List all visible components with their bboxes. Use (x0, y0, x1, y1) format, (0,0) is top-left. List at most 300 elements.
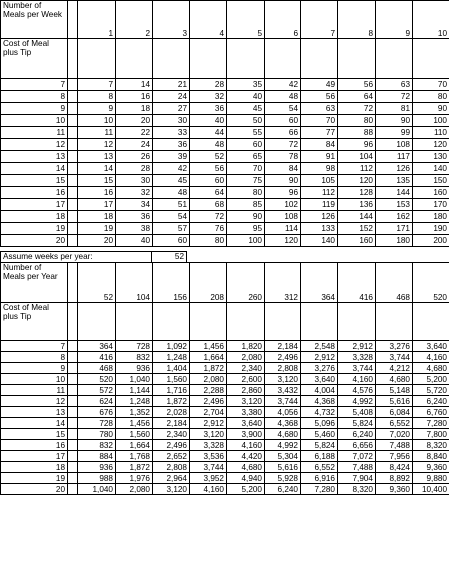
value-cell: 3,744 (338, 363, 376, 374)
value-cell: 130 (413, 151, 449, 163)
value-cell: 1,820 (227, 341, 265, 352)
table-row (1, 175, 449, 187)
row-cost-cell: 14 (1, 418, 68, 429)
value-cell: 1,664 (116, 440, 153, 451)
value-cell: 2,808 (265, 363, 301, 374)
table-row (1, 440, 449, 451)
value-cell: 468 (78, 363, 116, 374)
value-cell: 48 (153, 187, 190, 199)
spacer-cell (68, 175, 78, 187)
value-cell: 3,952 (190, 473, 227, 484)
value-cell: 5,304 (265, 451, 301, 462)
value-cell: 9,880 (413, 473, 449, 484)
value-cell: 85 (227, 199, 265, 211)
value-cell: 3,744 (376, 352, 413, 363)
value-cell: 36 (190, 103, 227, 115)
value-cell: 108 (376, 139, 413, 151)
value-cell: 20 (116, 115, 153, 127)
value-cell: 1,092 (153, 341, 190, 352)
table-row (1, 115, 449, 127)
col-header: 104 (116, 263, 153, 303)
spacer-cell (68, 127, 78, 139)
col-header: 156 (153, 263, 190, 303)
value-cell: 676 (78, 407, 116, 418)
value-cell: 2,704 (190, 407, 227, 418)
value-cell: 84 (301, 139, 338, 151)
table-row (1, 484, 449, 495)
value-cell: 54 (265, 103, 301, 115)
value-cell: 112 (338, 163, 376, 175)
value-cell: 42 (265, 79, 301, 91)
spacer-cell (68, 484, 78, 495)
value-cell: 7,488 (338, 462, 376, 473)
value-cell: 160 (338, 235, 376, 247)
value-cell: 3,276 (301, 363, 338, 374)
value-cell: 5,824 (301, 440, 338, 451)
value-cell: 9 (78, 103, 116, 115)
row-cost-cell: 10 (1, 374, 68, 385)
value-cell: 4,056 (265, 407, 301, 418)
value-cell: 2,080 (116, 484, 153, 495)
value-cell: 2,028 (153, 407, 190, 418)
value-cell: 780 (78, 429, 116, 440)
value-cell: 4,576 (338, 385, 376, 396)
spacer-cell (68, 352, 78, 363)
spacer-cell (68, 151, 78, 163)
value-cell: 2,808 (153, 462, 190, 473)
value-cell: 99 (376, 127, 413, 139)
col-header: 2 (116, 1, 153, 39)
spacer-cell (68, 103, 78, 115)
value-cell: 120 (413, 139, 449, 151)
value-cell: 3,380 (227, 407, 265, 418)
value-cell: 54 (153, 211, 190, 223)
meals-per-week-header: Number of Meals per Week (1, 1, 68, 39)
value-cell: 1,872 (190, 363, 227, 374)
value-cell: 1,872 (153, 396, 190, 407)
table-row (1, 473, 449, 484)
col-header: 364 (301, 263, 338, 303)
spacer-cell (68, 235, 78, 247)
value-cell: 105 (301, 175, 338, 187)
value-cell: 728 (116, 341, 153, 352)
value-cell: 96 (265, 187, 301, 199)
value-cell: 4,160 (338, 374, 376, 385)
meals-per-week-table (0, 0, 449, 247)
row-cost-cell: 19 (1, 223, 68, 235)
value-cell: 72 (338, 103, 376, 115)
value-cell: 3,744 (265, 396, 301, 407)
value-cell: 6,240 (338, 429, 376, 440)
value-cell: 7,956 (376, 451, 413, 462)
spacer-cell (68, 440, 78, 451)
value-cell: 144 (338, 211, 376, 223)
value-cell: 3,328 (190, 440, 227, 451)
value-cell: 9,360 (376, 484, 413, 495)
table-row (1, 211, 449, 223)
value-cell: 832 (78, 440, 116, 451)
value-cell: 5,148 (376, 385, 413, 396)
value-cell: 90 (227, 211, 265, 223)
value-cell: 10,400 (413, 484, 449, 495)
table-row (1, 396, 449, 407)
value-cell: 2,288 (190, 385, 227, 396)
row-cost-cell: 11 (1, 385, 68, 396)
value-cell: 84 (265, 163, 301, 175)
value-cell: 14 (116, 79, 153, 91)
value-cell: 2,340 (153, 429, 190, 440)
table-row (1, 79, 449, 91)
row-cost-cell: 18 (1, 462, 68, 473)
value-cell: 6,552 (301, 462, 338, 473)
spacer-cell (68, 374, 78, 385)
value-cell: 39 (153, 151, 190, 163)
value-cell: 135 (376, 175, 413, 187)
col-header: 260 (227, 263, 265, 303)
value-cell: 200 (413, 235, 449, 247)
value-cell: 90 (376, 115, 413, 127)
value-cell: 1,872 (116, 462, 153, 473)
value-cell: 1,664 (190, 352, 227, 363)
value-cell: 988 (78, 473, 116, 484)
value-cell: 170 (413, 199, 449, 211)
row-cost-cell: 19 (1, 473, 68, 484)
value-cell: 4,420 (227, 451, 265, 462)
spacer-cell (68, 199, 78, 211)
value-cell: 2,912 (338, 341, 376, 352)
value-cell: 728 (78, 418, 116, 429)
value-cell: 96 (338, 139, 376, 151)
row-cost-cell: 9 (1, 363, 68, 374)
value-cell: 70 (301, 115, 338, 127)
row-cost-cell: 8 (1, 352, 68, 363)
value-cell: 5,200 (227, 484, 265, 495)
value-cell: 119 (301, 199, 338, 211)
col-header: 9 (376, 1, 413, 39)
col-header: 312 (265, 263, 301, 303)
row-cost-cell: 7 (1, 79, 68, 91)
value-cell: 7,904 (338, 473, 376, 484)
value-cell: 72 (190, 211, 227, 223)
value-cell: 18 (116, 103, 153, 115)
value-cell: 9,360 (413, 462, 449, 473)
value-cell: 63 (376, 79, 413, 91)
value-cell: 88 (338, 127, 376, 139)
value-cell: 3,120 (153, 484, 190, 495)
value-cell: 3,276 (376, 341, 413, 352)
value-cell: 72 (376, 91, 413, 103)
value-cell: 3,328 (338, 352, 376, 363)
value-cell: 4,992 (338, 396, 376, 407)
col-header: 7 (301, 1, 338, 39)
value-cell: 90 (413, 103, 449, 115)
value-cell: 1,248 (153, 352, 190, 363)
value-cell: 832 (116, 352, 153, 363)
value-cell: 104 (338, 151, 376, 163)
table-row (1, 199, 449, 211)
row-cost-cell: 16 (1, 187, 68, 199)
value-cell: 6,240 (265, 484, 301, 495)
value-cell: 4,004 (301, 385, 338, 396)
value-cell: 80 (338, 115, 376, 127)
value-cell: 2,080 (190, 374, 227, 385)
value-cell: 2,496 (153, 440, 190, 451)
row-cost-cell: 13 (1, 151, 68, 163)
value-cell: 1,248 (116, 396, 153, 407)
spacer-cell (68, 429, 78, 440)
value-cell: 36 (116, 211, 153, 223)
value-cell: 190 (413, 223, 449, 235)
value-cell: 2,600 (227, 374, 265, 385)
value-cell: 17 (78, 199, 116, 211)
col-header: 4 (190, 1, 227, 39)
value-cell: 936 (78, 462, 116, 473)
value-cell: 78 (265, 151, 301, 163)
value-cell: 56 (301, 91, 338, 103)
value-cell: 98 (301, 163, 338, 175)
table-row (1, 187, 449, 199)
row-cost-cell: 11 (1, 127, 68, 139)
value-cell: 19 (78, 223, 116, 235)
value-cell: 2,080 (227, 352, 265, 363)
value-cell: 28 (116, 163, 153, 175)
value-cell: 21 (153, 79, 190, 91)
value-cell: 6,656 (338, 440, 376, 451)
value-cell: 3,536 (190, 451, 227, 462)
value-cell: 8,892 (376, 473, 413, 484)
value-cell: 126 (376, 163, 413, 175)
value-cell: 63 (301, 103, 338, 115)
spacer-cell (68, 341, 78, 352)
meals-per-year-header: Number of Meals per Year (1, 263, 68, 303)
table-row (1, 429, 449, 440)
value-cell: 42 (153, 163, 190, 175)
value-cell: 108 (265, 211, 301, 223)
table-row (1, 462, 449, 473)
value-cell: 16 (78, 187, 116, 199)
value-cell: 4,940 (227, 473, 265, 484)
value-cell: 33 (153, 127, 190, 139)
value-cell: 76 (190, 223, 227, 235)
value-cell: 44 (190, 127, 227, 139)
spacer-cell (68, 115, 78, 127)
value-cell: 1,716 (153, 385, 190, 396)
value-cell: 60 (227, 139, 265, 151)
value-cell: 60 (153, 235, 190, 247)
value-cell: 3,640 (301, 374, 338, 385)
value-cell: 64 (338, 91, 376, 103)
value-cell: 8,320 (338, 484, 376, 495)
assume-weeks-label: Assume weeks per year: (1, 252, 152, 263)
value-cell: 1,456 (190, 341, 227, 352)
value-cell: 140 (413, 163, 449, 175)
table-row (1, 151, 449, 163)
value-cell: 34 (116, 199, 153, 211)
table-row (1, 352, 449, 363)
col-header: 3 (153, 1, 190, 39)
value-cell: 6,240 (413, 396, 449, 407)
row-cost-cell: 17 (1, 199, 68, 211)
value-cell: 4,680 (227, 462, 265, 473)
value-cell: 7,800 (413, 429, 449, 440)
row-cost-cell: 12 (1, 396, 68, 407)
value-cell: 24 (116, 139, 153, 151)
value-cell: 8 (78, 91, 116, 103)
value-cell: 65 (227, 151, 265, 163)
value-cell: 40 (227, 91, 265, 103)
value-cell: 95 (227, 223, 265, 235)
table-row (1, 163, 449, 175)
value-cell: 136 (338, 199, 376, 211)
value-cell: 22 (116, 127, 153, 139)
value-cell: 3,744 (190, 462, 227, 473)
value-cell: 80 (227, 187, 265, 199)
row-cost-cell: 15 (1, 429, 68, 440)
value-cell: 416 (78, 352, 116, 363)
value-cell: 40 (116, 235, 153, 247)
value-cell: 2,548 (301, 341, 338, 352)
value-cell: 26 (116, 151, 153, 163)
value-cell: 1,560 (153, 374, 190, 385)
value-cell: 162 (376, 211, 413, 223)
spacer-cell (68, 163, 78, 175)
value-cell: 112 (301, 187, 338, 199)
value-cell: 5,720 (413, 385, 449, 396)
value-cell: 49 (301, 79, 338, 91)
value-cell: 120 (265, 235, 301, 247)
value-cell: 11 (78, 127, 116, 139)
value-cell: 180 (413, 211, 449, 223)
value-cell: 7,072 (338, 451, 376, 462)
row-cost-cell: 20 (1, 235, 68, 247)
value-cell: 4,680 (413, 363, 449, 374)
value-cell: 1,456 (116, 418, 153, 429)
value-cell: 520 (78, 374, 116, 385)
row-cost-cell: 7 (1, 341, 68, 352)
value-cell: 6,188 (301, 451, 338, 462)
value-cell: 160 (413, 187, 449, 199)
value-cell: 140 (301, 235, 338, 247)
value-cell: 133 (301, 223, 338, 235)
value-cell: 4,368 (301, 396, 338, 407)
value-cell: 6,084 (376, 407, 413, 418)
col-header: 208 (190, 263, 227, 303)
table-row (1, 451, 449, 462)
value-cell: 16 (116, 91, 153, 103)
value-cell: 100 (227, 235, 265, 247)
spacer-cell (68, 418, 78, 429)
value-cell: 32 (116, 187, 153, 199)
value-cell: 8,424 (376, 462, 413, 473)
value-cell: 2,652 (153, 451, 190, 462)
value-cell: 144 (376, 187, 413, 199)
value-cell: 5,200 (413, 374, 449, 385)
value-cell: 13 (78, 151, 116, 163)
value-cell: 38 (116, 223, 153, 235)
spacer-cell (68, 407, 78, 418)
row-cost-cell: 18 (1, 211, 68, 223)
value-cell: 55 (227, 127, 265, 139)
value-cell: 36 (153, 139, 190, 151)
value-cell: 15 (78, 175, 116, 187)
value-cell: 12 (78, 139, 116, 151)
table-row (1, 418, 449, 429)
row-cost-cell: 16 (1, 440, 68, 451)
value-cell: 102 (265, 199, 301, 211)
assume-weeks-value[interactable]: 52 (152, 252, 187, 263)
value-cell: 3,120 (265, 374, 301, 385)
value-cell: 60 (265, 115, 301, 127)
value-cell: 8,320 (413, 440, 449, 451)
value-cell: 40 (190, 115, 227, 127)
col-header: 52 (78, 263, 116, 303)
value-cell: 5,616 (265, 462, 301, 473)
spacer-cell (68, 91, 78, 103)
row-cost-cell: 9 (1, 103, 68, 115)
value-cell: 18 (78, 211, 116, 223)
col-header: 416 (338, 263, 376, 303)
value-cell: 3,640 (413, 341, 449, 352)
value-cell: 2,340 (227, 363, 265, 374)
value-cell: 150 (413, 175, 449, 187)
value-cell: 364 (78, 341, 116, 352)
value-cell: 60 (190, 175, 227, 187)
value-cell: 56 (338, 79, 376, 91)
value-cell: 4,212 (376, 363, 413, 374)
table-row (1, 363, 449, 374)
value-cell: 6,552 (376, 418, 413, 429)
value-cell: 81 (376, 103, 413, 115)
col-header: 10 (413, 1, 449, 39)
value-cell: 1,768 (116, 451, 153, 462)
value-cell: 10 (78, 115, 116, 127)
value-cell: 72 (265, 139, 301, 151)
value-cell: 5,928 (265, 473, 301, 484)
table-row (1, 407, 449, 418)
value-cell: 4,368 (265, 418, 301, 429)
row-cost-cell: 8 (1, 91, 68, 103)
col-header: 5 (227, 1, 265, 39)
value-cell: 4,680 (265, 429, 301, 440)
value-cell: 70 (227, 163, 265, 175)
value-cell: 80 (190, 235, 227, 247)
value-cell: 45 (227, 103, 265, 115)
value-cell: 572 (78, 385, 116, 396)
spacer-cell (68, 223, 78, 235)
value-cell: 6,916 (301, 473, 338, 484)
value-cell: 3,120 (190, 429, 227, 440)
table-row (1, 235, 449, 247)
value-cell: 7,280 (301, 484, 338, 495)
value-cell: 4,680 (376, 374, 413, 385)
value-cell: 4,160 (227, 440, 265, 451)
value-cell: 2,964 (153, 473, 190, 484)
value-cell: 3,900 (227, 429, 265, 440)
table-row (1, 374, 449, 385)
row-cost-cell: 17 (1, 451, 68, 462)
value-cell: 2,184 (153, 418, 190, 429)
value-cell: 70 (413, 79, 449, 91)
meals-per-year-table (0, 262, 449, 495)
spacer-cell (68, 79, 78, 91)
value-cell: 30 (116, 175, 153, 187)
table-row (1, 91, 449, 103)
value-cell: 120 (338, 175, 376, 187)
value-cell: 52 (190, 151, 227, 163)
value-cell: 48 (265, 91, 301, 103)
value-cell: 2,496 (190, 396, 227, 407)
table-row (1, 127, 449, 139)
